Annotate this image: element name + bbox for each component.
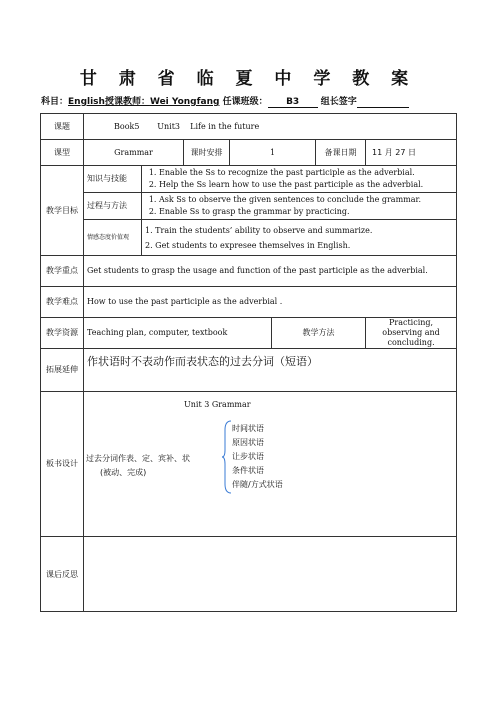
key-label: 教学重点	[41, 256, 84, 287]
header-meta	[41, 94, 409, 108]
board-cell	[84, 392, 457, 537]
method-label: 教学方法	[272, 318, 366, 349]
row-board	[41, 392, 457, 537]
leader-label: 组长签字	[320, 97, 357, 107]
row-reflection	[41, 537, 457, 612]
lesson-plan-table	[40, 113, 457, 612]
subject-label: 科目：	[41, 97, 69, 107]
goal-attitude-item: 2. Get students to expresee themselves in English.	[145, 240, 351, 250]
extend-label: 拓展延伸	[41, 349, 84, 392]
goal-attitude-label: 情感态度价值观	[84, 220, 142, 256]
type-label: 课型	[41, 140, 84, 166]
goal-process-item: 2. Enable Ss to grasp the grammar by practicing.	[159, 206, 453, 218]
subject-value: English	[68, 97, 105, 107]
resources-label: 教学资源	[41, 318, 84, 349]
board-item: 时间状语	[232, 424, 264, 433]
board-items	[232, 422, 283, 492]
row-key	[41, 256, 457, 287]
row-topic	[41, 114, 457, 140]
resources-value: Teaching plan, computer, textbook	[84, 318, 272, 349]
teacher-label: 授课教师：	[104, 97, 150, 107]
row-goal-attitude	[41, 220, 457, 256]
goals-label: 教学目标	[41, 166, 84, 256]
row-extend	[41, 349, 457, 392]
reflection-value	[84, 537, 457, 612]
class-value: B3	[268, 97, 318, 108]
extend-value: 作状语时不表动作而表状态的过去分词（短语）	[84, 349, 457, 392]
brace-icon	[222, 420, 232, 494]
goal-attitude-cell	[142, 220, 457, 256]
goal-process-label: 过程与方法	[84, 193, 142, 220]
row-goal-process	[41, 193, 457, 220]
teacher-value: Wei Yongfang	[149, 97, 220, 107]
goal-knowledge-item: 1. Enable the Ss to recognize the past participle as the adverbial.	[159, 167, 453, 179]
difficult-value: How to use the past participle as the adverbial .	[84, 287, 457, 318]
board-left-line: 过去分词作表、定、宾补、状	[86, 454, 190, 463]
difficult-label: 教学难点	[41, 287, 84, 318]
board-item: 条件状语	[232, 466, 264, 475]
row-type	[41, 140, 457, 166]
reflection-label: 课后反思	[41, 537, 84, 612]
date-label: 备课日期	[316, 140, 366, 166]
board-title: Unit 3 Grammar	[184, 400, 251, 409]
row-goal-knowledge	[41, 166, 457, 193]
row-difficult	[41, 287, 457, 318]
page-title: 甘 肃 省 临 夏 中 学 教 案	[79, 69, 417, 89]
goal-process-cell	[142, 193, 457, 220]
goal-attitude-item: 1. Train the students’ ability to observe and summarize.	[145, 225, 373, 235]
topic-label: 课题	[41, 114, 84, 140]
board-item: 让步状语	[232, 452, 264, 461]
goal-process-item: 1. Ask Ss to observe the given sentences to conclude the grammar.	[159, 194, 453, 206]
goal-knowledge-label: 知识与技能	[84, 166, 142, 193]
goal-knowledge-item: 2. Help the Ss learn how to use the past participle as the adverbial.	[159, 179, 453, 191]
date-value: 11 月 27 日	[366, 140, 457, 166]
hours-value: 1	[230, 140, 316, 166]
row-resources	[41, 318, 457, 349]
method-value: Practicing, observing and concluding.	[366, 318, 457, 349]
goal-knowledge-cell	[142, 166, 457, 193]
hours-label: 课时安排	[184, 140, 230, 166]
type-value: Grammar	[84, 140, 184, 166]
board-left-line: (被动、完成)	[100, 468, 147, 477]
key-value: Get students to grasp the usage and function of the past participle as the adverbial.	[84, 256, 457, 287]
class-label: 任课班级：	[222, 97, 268, 107]
board-left	[86, 452, 190, 480]
board-label: 板书设计	[41, 392, 84, 537]
board-item: 伴随/方式状语	[232, 480, 283, 489]
board-item: 原因状语	[232, 438, 264, 447]
topic-value: Book5 Unit3 Life in the future	[84, 114, 457, 140]
leader-signature	[357, 97, 409, 108]
